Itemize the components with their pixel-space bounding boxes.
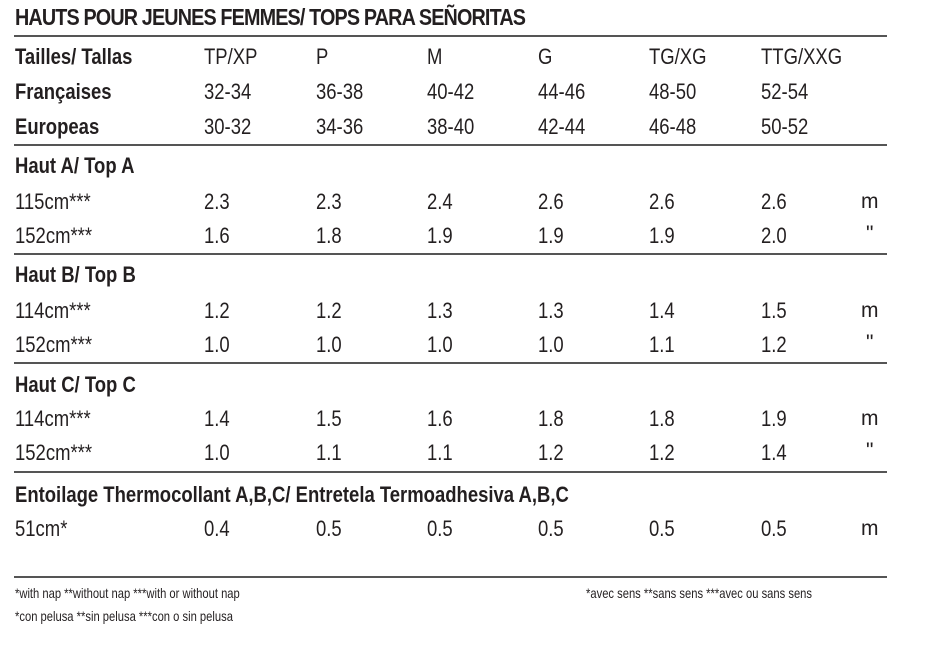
yardage-value: 1.0 bbox=[316, 332, 342, 357]
yardage-value: 0.5 bbox=[649, 516, 675, 541]
section-title: Entoilage Thermocollant A,B,C/ Entretela Termoadhesiva A,B,C bbox=[15, 482, 569, 507]
fabric-width-label: 51cm* bbox=[15, 516, 68, 541]
french-size-4: 44-46 bbox=[538, 79, 586, 104]
yardage-value: 2.6 bbox=[538, 189, 564, 214]
yardage-value: 1.8 bbox=[538, 406, 564, 431]
yardage-value: 0.4 bbox=[204, 516, 230, 541]
yardage-value: 1.1 bbox=[316, 440, 342, 465]
size-col-2: P bbox=[316, 44, 329, 69]
european-size-1: 30-32 bbox=[204, 114, 252, 139]
unit-label: m bbox=[861, 407, 879, 430]
unit-label: " bbox=[866, 222, 874, 245]
yardage-value: 1.2 bbox=[761, 332, 787, 357]
size-col-3: M bbox=[427, 44, 443, 69]
section-rule bbox=[14, 362, 887, 364]
french-size-2: 36-38 bbox=[316, 79, 364, 104]
yardage-value: 2.6 bbox=[649, 189, 675, 214]
footnote-spanish: *con pelusa **sin pelusa ***con o sin pelusa bbox=[15, 608, 233, 624]
yardage-value: 1.4 bbox=[649, 298, 675, 323]
unit-label: m bbox=[861, 299, 879, 322]
size-col-5: TG/XG bbox=[649, 44, 707, 69]
european-size-5: 46-48 bbox=[649, 114, 697, 139]
sizes-label: Tailles/ Tallas bbox=[15, 44, 133, 69]
unit-label: m bbox=[861, 190, 879, 213]
section-title: Haut A/ Top A bbox=[15, 153, 135, 178]
title-rule bbox=[14, 35, 887, 37]
yardage-value: 1.3 bbox=[538, 298, 564, 323]
fabric-width-label: 114cm*** bbox=[15, 298, 91, 323]
fabric-width-label: 114cm*** bbox=[15, 406, 91, 431]
yardage-value: 1.2 bbox=[316, 298, 342, 323]
yardage-value: 1.2 bbox=[538, 440, 564, 465]
yardage-value: 1.6 bbox=[427, 406, 453, 431]
section-rule bbox=[14, 253, 887, 255]
section-title: Haut B/ Top B bbox=[15, 262, 136, 287]
unit-label: m bbox=[861, 517, 879, 540]
french-size-3: 40-42 bbox=[427, 79, 475, 104]
yardage-value: 1.5 bbox=[761, 298, 787, 323]
french-size-1: 32-34 bbox=[204, 79, 252, 104]
yardage-value: 1.9 bbox=[427, 223, 453, 248]
yardage-value: 1.8 bbox=[649, 406, 675, 431]
yardage-value: 2.3 bbox=[316, 189, 342, 214]
yardage-value: 1.8 bbox=[316, 223, 342, 248]
unit-label: " bbox=[866, 439, 874, 462]
section-title: Haut C/ Top C bbox=[15, 372, 136, 397]
yardage-value: 1.0 bbox=[204, 332, 230, 357]
yardage-value: 1.9 bbox=[649, 223, 675, 248]
yardage-value: 1.0 bbox=[427, 332, 453, 357]
yardage-value: 1.2 bbox=[649, 440, 675, 465]
yardage-value: 1.9 bbox=[761, 406, 787, 431]
french-sizes-label: Françaises bbox=[15, 79, 112, 104]
footnote-french: *avec sens **sans sens ***avec ou sans sens bbox=[586, 585, 812, 601]
size-col-1: TP/XP bbox=[204, 44, 258, 69]
fabric-width-label: 115cm*** bbox=[15, 189, 91, 214]
european-size-4: 42-44 bbox=[538, 114, 586, 139]
yardage-value: 2.3 bbox=[204, 189, 230, 214]
section-rule bbox=[14, 144, 887, 146]
yardage-value: 1.1 bbox=[427, 440, 453, 465]
fabric-width-label: 152cm*** bbox=[15, 440, 93, 465]
chart-title: HAUTS POUR JEUNES FEMMES/ TOPS PARA SEÑORITAS bbox=[15, 4, 526, 30]
french-size-6: 52-54 bbox=[761, 79, 809, 104]
yardage-value: 1.9 bbox=[538, 223, 564, 248]
european-sizes-label: Europeas bbox=[15, 114, 100, 139]
yardage-value: 0.5 bbox=[538, 516, 564, 541]
yardage-value: 2.6 bbox=[761, 189, 787, 214]
unit-label: " bbox=[866, 331, 874, 354]
yardage-value: 0.5 bbox=[761, 516, 787, 541]
yardage-value: 1.1 bbox=[649, 332, 675, 357]
fabric-width-label: 152cm*** bbox=[15, 223, 93, 248]
yardage-value: 2.4 bbox=[427, 189, 453, 214]
yardage-value: 1.2 bbox=[204, 298, 230, 323]
fabric-width-label: 152cm*** bbox=[15, 332, 93, 357]
yardage-value: 1.5 bbox=[316, 406, 342, 431]
yardage-value: 1.6 bbox=[204, 223, 230, 248]
european-size-3: 38-40 bbox=[427, 114, 475, 139]
footer-rule bbox=[14, 576, 887, 578]
yardage-value: 1.3 bbox=[427, 298, 453, 323]
size-col-6: TTG/XXG bbox=[761, 44, 843, 69]
yardage-value: 2.0 bbox=[761, 223, 787, 248]
section-rule bbox=[14, 471, 887, 473]
yardage-value: 1.4 bbox=[204, 406, 230, 431]
yardage-value: 0.5 bbox=[316, 516, 342, 541]
french-size-5: 48-50 bbox=[649, 79, 697, 104]
yardage-value: 1.0 bbox=[538, 332, 564, 357]
yardage-value: 1.4 bbox=[761, 440, 787, 465]
footnote-english: *with nap **without nap ***with or without nap bbox=[15, 585, 240, 601]
yardage-value: 1.0 bbox=[204, 440, 230, 465]
european-size-6: 50-52 bbox=[761, 114, 809, 139]
yardage-value: 0.5 bbox=[427, 516, 453, 541]
size-col-4: G bbox=[538, 44, 553, 69]
european-size-2: 34-36 bbox=[316, 114, 364, 139]
